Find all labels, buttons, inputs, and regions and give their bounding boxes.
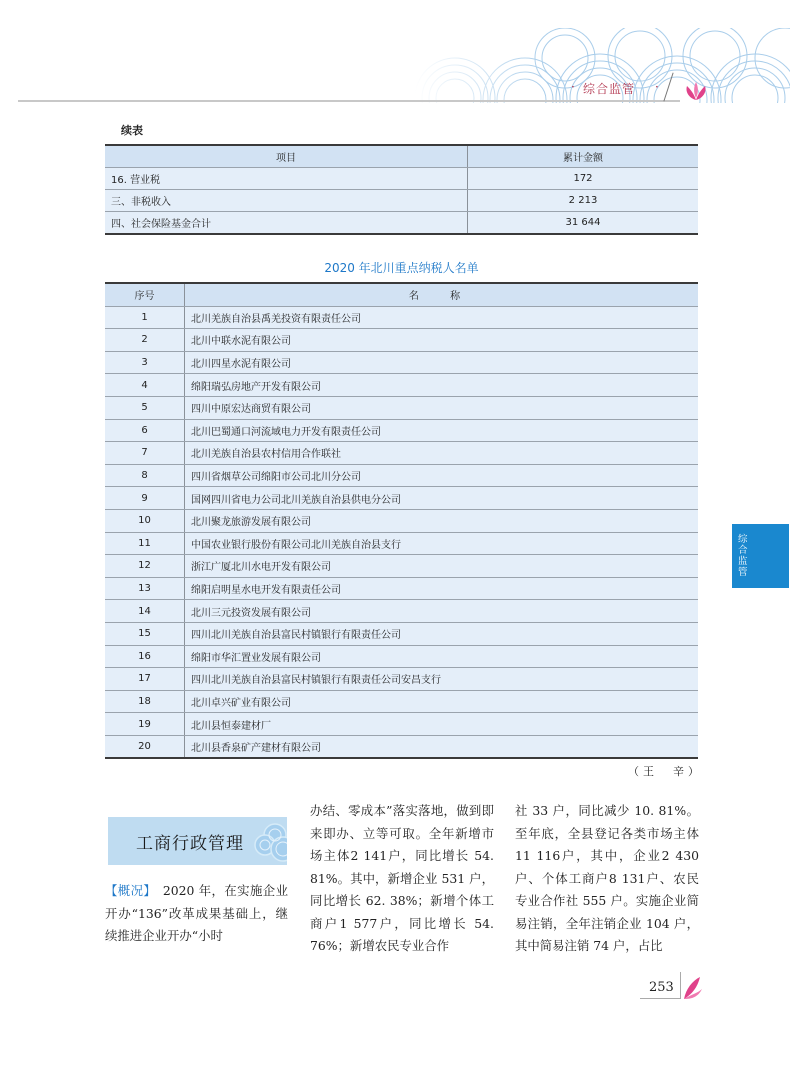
column-header-name: 名 称 — [185, 283, 699, 306]
table-row — [105, 442, 698, 465]
taxpayer-table-title: 2020 年北川重点纳税人名单 — [324, 261, 479, 275]
header-dot: · — [571, 80, 575, 94]
lotus-icon — [682, 975, 704, 1005]
index-cell: 5 — [105, 396, 185, 419]
amount-cell: 172 — [468, 168, 699, 190]
side-tab-label: 综合监管 — [738, 534, 748, 578]
index-cell: 19 — [105, 713, 185, 736]
tax-revenue-table — [105, 144, 698, 235]
table-row — [105, 351, 698, 374]
company-name-cell: 中国农业银行股份有限公司北川羌族自治县支行 — [185, 532, 699, 555]
overview-label: 【概况】 — [105, 883, 151, 898]
column-text: 2020 年，在实施企业开办“136”改革成果基础上，继续推进企业开办“小时 — [105, 883, 288, 943]
table-row — [105, 645, 698, 668]
index-cell: 1 — [105, 306, 185, 329]
table-row — [105, 668, 698, 691]
table-row — [105, 735, 698, 758]
header-dot: · — [655, 80, 659, 94]
amount-cell: 31 644 — [468, 212, 699, 235]
chapter-side-tab — [732, 524, 789, 588]
table-header-row — [105, 283, 698, 306]
article-column-1 — [105, 880, 288, 948]
column-header-amount: 累计金额 — [468, 145, 699, 168]
amount-cell: 2 213 — [468, 190, 699, 212]
section-heading-banner — [108, 817, 287, 865]
company-name-cell: 北川羌族自治县禹羌投资有限责任公司 — [185, 306, 699, 329]
table-row — [105, 374, 698, 397]
company-name-cell: 绵阳启明星水电开发有限责任公司 — [185, 577, 699, 600]
company-name-cell: 四川北川羌族自治县富民村镇银行有限责任公司安昌支行 — [185, 668, 699, 691]
lotus-icon — [683, 80, 709, 106]
index-cell: 13 — [105, 577, 185, 600]
company-name-cell: 北川县恒泰建材厂 — [185, 713, 699, 736]
table-row — [105, 532, 698, 555]
index-cell: 10 — [105, 509, 185, 532]
page-number: 253 — [649, 980, 674, 995]
table-row — [105, 487, 698, 510]
company-name-cell: 北川县香泉矿产建材有限公司 — [185, 735, 699, 758]
table-row — [105, 622, 698, 645]
index-cell: 9 — [105, 487, 185, 510]
column-header-index: 序号 — [105, 283, 185, 306]
item-cell: 四、社会保险基金合计 — [105, 212, 468, 235]
table-row — [105, 464, 698, 487]
company-name-cell: 北川三元投资发展有限公司 — [185, 600, 699, 623]
column-header-item: 项目 — [105, 145, 468, 168]
table-row — [105, 212, 698, 235]
author-credit: （王 辛） — [628, 765, 703, 778]
index-cell: 15 — [105, 622, 185, 645]
table-row — [105, 577, 698, 600]
index-cell: 20 — [105, 735, 185, 758]
index-cell: 3 — [105, 351, 185, 374]
table-row — [105, 713, 698, 736]
table-row — [105, 306, 698, 329]
index-cell: 12 — [105, 555, 185, 578]
article-column-3: 社 33 户，同比减少 10. 81%。至年底，全县登记各类市场主体11 116户，其中，企业2 430户、个体工商户8 131户、农民专业合作社 555 户。实施企业简易注销，全年注销企业 104 户，其中简易注销 74 户，占比 — [515, 803, 699, 953]
index-cell: 4 — [105, 374, 185, 397]
company-name-cell: 北川巴蜀通口河流域电力开发有限责任公司 — [185, 419, 699, 442]
table-row — [105, 509, 698, 532]
item-cell: 三、非税收入 — [105, 190, 468, 212]
company-name-cell: 四川省烟草公司绵阳市公司北川分公司 — [185, 464, 699, 487]
index-cell: 16 — [105, 645, 185, 668]
company-name-cell: 北川四星水泥有限公司 — [185, 351, 699, 374]
article-column-2: 办结、零成本”落实落地，做到即来即办、立等可取。全年新增市场主体2 141户，同比增长 54. 81%。其中，新增企业 531 户，同比增长 62. 38%；新增个体工商户1 577户，同比增长 54. 76%；新增农民专业合作 — [310, 803, 494, 953]
company-name-cell: 北川羌族自治县农村信用合作联社 — [185, 442, 699, 465]
table-row — [105, 396, 698, 419]
index-cell: 7 — [105, 442, 185, 465]
index-cell: 11 — [105, 532, 185, 555]
index-cell: 2 — [105, 329, 185, 352]
table-row — [105, 600, 698, 623]
company-name-cell: 浙江广厦北川水电开发有限公司 — [185, 555, 699, 578]
item-cell: 16. 营业税 — [105, 168, 468, 190]
company-name-cell: 北川中联水泥有限公司 — [185, 329, 699, 352]
company-name-cell: 绵阳市华汇置业发展有限公司 — [185, 645, 699, 668]
table-continued-label: 续表 — [121, 124, 143, 137]
table-row — [105, 190, 698, 212]
table-row — [105, 329, 698, 352]
company-name-cell: 国网四川省电力公司北川羌族自治县供电分公司 — [185, 487, 699, 510]
index-cell: 8 — [105, 464, 185, 487]
index-cell: 18 — [105, 690, 185, 713]
index-cell: 14 — [105, 600, 185, 623]
company-name-cell: 四川北川羌族自治县富民村镇银行有限责任公司 — [185, 622, 699, 645]
header-section-title: 综合监管 — [583, 82, 636, 96]
company-name-cell: 四川中原宏达商贸有限公司 — [185, 396, 699, 419]
table-row — [105, 168, 698, 190]
table-row — [105, 419, 698, 442]
cloud-icon — [253, 821, 287, 865]
key-taxpayer-table — [105, 282, 698, 759]
company-name-cell: 绵阳瑞弘房地产开发有限公司 — [185, 374, 699, 397]
table-row — [105, 555, 698, 578]
section-title: 工商行政管理 — [136, 834, 244, 854]
company-name-cell: 北川聚龙旅游发展有限公司 — [185, 509, 699, 532]
company-name-cell: 北川卓兴矿业有限公司 — [185, 690, 699, 713]
table-row — [105, 690, 698, 713]
index-cell: 6 — [105, 419, 185, 442]
index-cell: 17 — [105, 668, 185, 691]
table-header-row — [105, 145, 698, 168]
header-rule — [18, 100, 680, 102]
